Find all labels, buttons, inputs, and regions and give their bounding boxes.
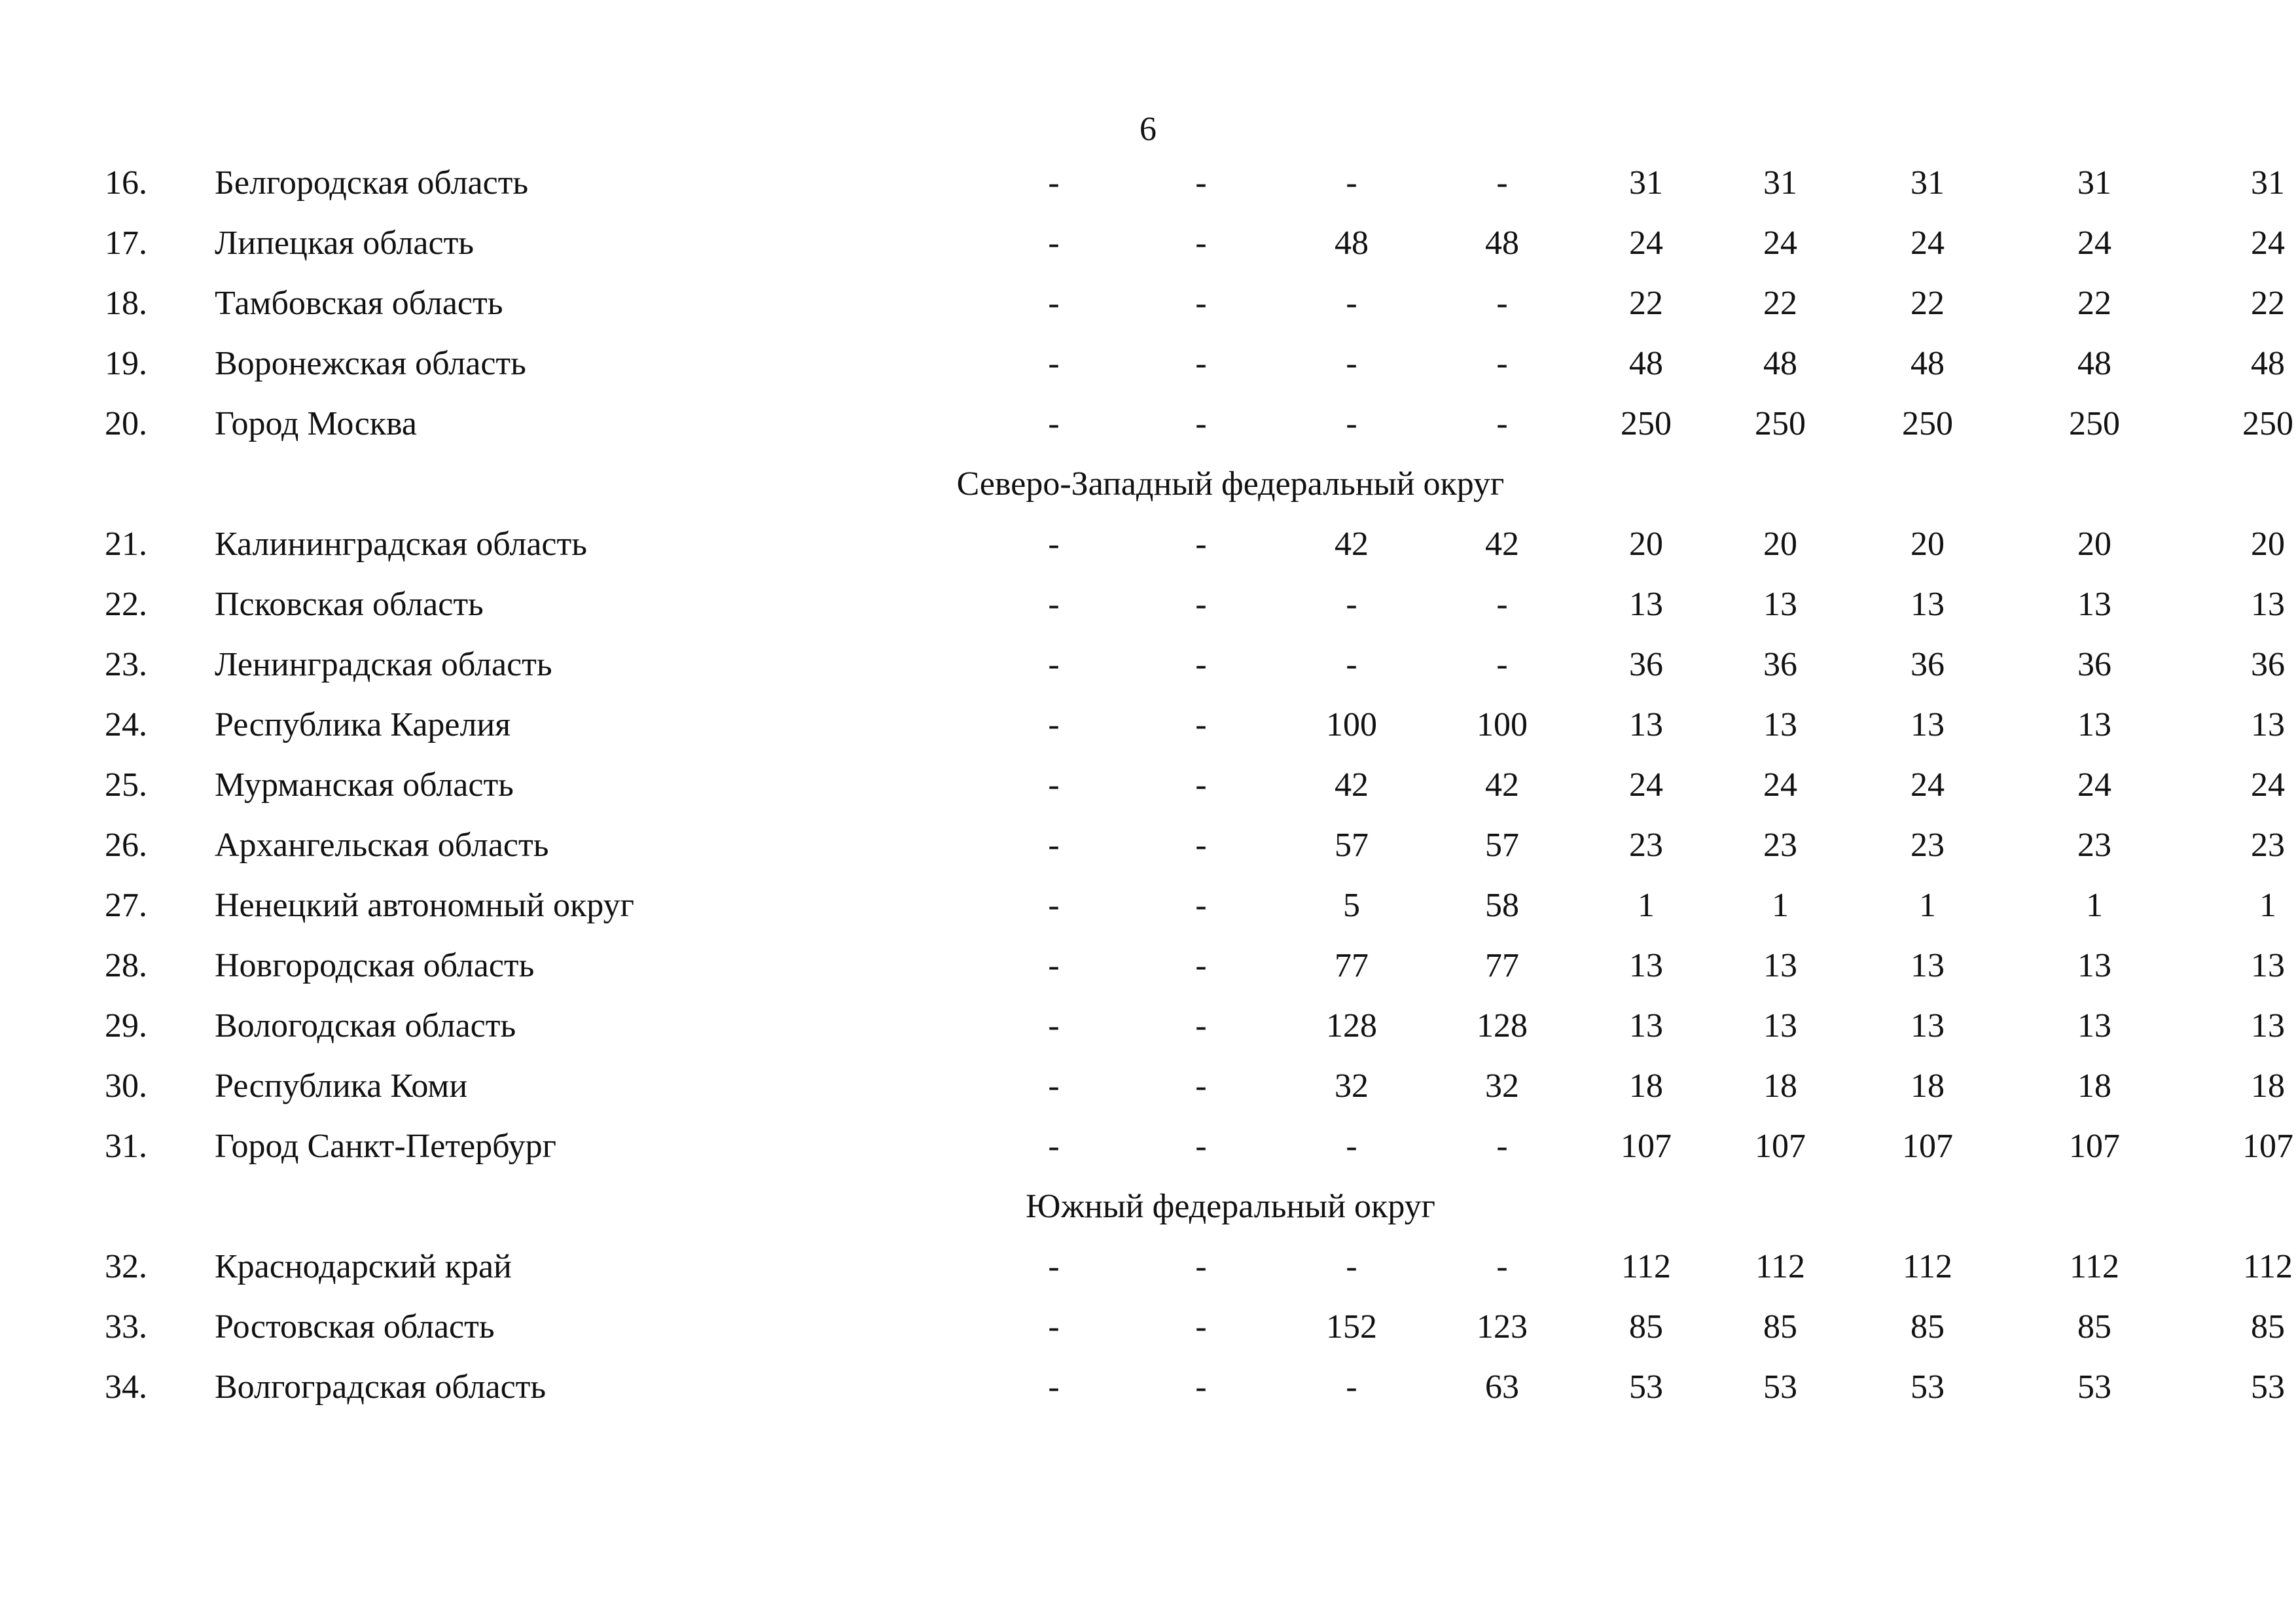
- row-number: 21.: [105, 526, 147, 563]
- value-cell-1: -: [1048, 224, 1060, 262]
- value-cell-8: 36: [2077, 646, 2111, 683]
- value-cell-5: 24: [1629, 224, 1663, 262]
- value-cell-4: -: [1496, 1248, 1508, 1285]
- value-cell-9: 1: [2259, 887, 2276, 924]
- value-cell-2: -: [1195, 405, 1207, 442]
- value-cell-7: 85: [1910, 1308, 1945, 1346]
- value-cell-8: 13: [2077, 586, 2111, 623]
- region-name: Белгородская область: [215, 164, 529, 202]
- value-cell-6: 107: [1755, 1128, 1806, 1165]
- value-cell-5: 18: [1629, 1067, 1663, 1105]
- value-cell-2: -: [1195, 766, 1207, 804]
- value-cell-5: 13: [1629, 947, 1663, 984]
- row-number: 25.: [105, 766, 147, 804]
- row-number: 20.: [105, 405, 147, 442]
- value-cell-2: -: [1195, 1308, 1207, 1346]
- value-cell-2: -: [1195, 1007, 1207, 1044]
- value-cell-3: 5: [1343, 887, 1360, 924]
- value-cell-7: 13: [1910, 586, 1945, 623]
- row-number: 32.: [105, 1248, 147, 1285]
- value-cell-6: 23: [1763, 827, 1797, 864]
- value-cell-3: -: [1346, 1128, 1357, 1165]
- value-cell-7: 13: [1910, 706, 1945, 743]
- region-name: Ростовская область: [215, 1308, 495, 1346]
- value-cell-5: 20: [1629, 526, 1663, 563]
- value-cell-5: 1: [1638, 887, 1655, 924]
- value-cell-2: -: [1195, 887, 1207, 924]
- value-cell-9: 85: [2251, 1308, 2285, 1346]
- value-cell-2: -: [1195, 1248, 1207, 1285]
- value-cell-2: -: [1195, 1368, 1207, 1406]
- value-cell-1: -: [1048, 526, 1060, 563]
- table-row: [105, 213, 2296, 274]
- value-cell-3: -: [1346, 586, 1357, 623]
- value-cell-3: -: [1346, 405, 1357, 442]
- value-cell-1: -: [1048, 1128, 1060, 1165]
- value-cell-4: -: [1496, 405, 1508, 442]
- table-row: [105, 936, 2296, 996]
- value-cell-7: 13: [1910, 947, 1945, 984]
- value-cell-4: 123: [1477, 1308, 1528, 1346]
- table-row: [105, 334, 2296, 394]
- row-number: 18.: [105, 285, 147, 322]
- row-number: 28.: [105, 947, 147, 984]
- row-number: 19.: [105, 345, 147, 382]
- value-cell-7: 24: [1910, 224, 1945, 262]
- value-cell-4: -: [1496, 164, 1508, 202]
- value-cell-3: -: [1346, 1368, 1357, 1406]
- value-cell-6: 24: [1763, 766, 1797, 804]
- value-cell-8: 53: [2077, 1368, 2111, 1406]
- value-cell-5: 23: [1629, 827, 1663, 864]
- row-number: 26.: [105, 827, 147, 864]
- value-cell-7: 23: [1910, 827, 1945, 864]
- value-cell-7: 112: [1902, 1248, 1953, 1285]
- row-number: 24.: [105, 706, 147, 743]
- value-cell-8: 13: [2077, 1007, 2111, 1044]
- value-cell-1: -: [1048, 586, 1060, 623]
- value-cell-2: -: [1195, 947, 1207, 984]
- value-cell-8: 24: [2077, 224, 2111, 262]
- value-cell-2: -: [1195, 526, 1207, 563]
- value-cell-5: 250: [1621, 405, 1672, 442]
- value-cell-2: -: [1195, 586, 1207, 623]
- table-row: [105, 1116, 2296, 1177]
- value-cell-6: 18: [1763, 1067, 1797, 1105]
- section-header-row: [105, 1177, 2296, 1237]
- value-cell-9: 24: [2251, 766, 2285, 804]
- value-cell-2: -: [1195, 706, 1207, 743]
- row-number: 34.: [105, 1368, 147, 1406]
- table-row: [105, 635, 2296, 695]
- value-cell-5: 13: [1629, 1007, 1663, 1044]
- value-cell-1: -: [1048, 405, 1060, 442]
- value-cell-4: 48: [1485, 224, 1519, 262]
- region-name: Волгоградская область: [215, 1368, 547, 1406]
- value-cell-3: -: [1346, 1248, 1357, 1285]
- region-name: Республика Карелия: [215, 706, 511, 743]
- value-cell-7: 31: [1910, 164, 1945, 202]
- region-name: Краснодарский край: [215, 1248, 512, 1285]
- value-cell-8: 1: [2086, 887, 2103, 924]
- value-cell-1: -: [1048, 646, 1060, 683]
- value-cell-4: -: [1496, 586, 1508, 623]
- value-cell-4: 42: [1485, 526, 1519, 563]
- value-cell-5: 48: [1629, 345, 1663, 382]
- table-body: [105, 153, 2296, 1418]
- value-cell-9: 13: [2251, 706, 2285, 743]
- region-name: Город Москва: [215, 405, 417, 442]
- value-cell-8: 13: [2077, 947, 2111, 984]
- region-name: Липецкая область: [215, 224, 475, 262]
- value-cell-7: 107: [1902, 1128, 1953, 1165]
- region-name: Псковская область: [215, 586, 484, 623]
- table-row: [105, 1297, 2296, 1357]
- value-cell-6: 1: [1772, 887, 1789, 924]
- region-name: Калининградская область: [215, 526, 587, 563]
- value-cell-6: 20: [1763, 526, 1797, 563]
- value-cell-1: -: [1048, 1368, 1060, 1406]
- value-cell-1: -: [1048, 1007, 1060, 1044]
- value-cell-4: -: [1496, 285, 1508, 322]
- value-cell-8: 20: [2077, 526, 2111, 563]
- table-row: [105, 1056, 2296, 1116]
- value-cell-6: 250: [1755, 405, 1806, 442]
- table-row: [105, 695, 2296, 755]
- value-cell-6: 13: [1763, 947, 1797, 984]
- value-cell-9: 13: [2251, 947, 2285, 984]
- value-cell-7: 53: [1910, 1368, 1945, 1406]
- value-cell-8: 31: [2077, 164, 2111, 202]
- value-cell-6: 13: [1763, 706, 1797, 743]
- value-cell-5: 107: [1621, 1128, 1672, 1165]
- value-cell-9: 36: [2251, 646, 2285, 683]
- row-number: 22.: [105, 586, 147, 623]
- value-cell-1: -: [1048, 887, 1060, 924]
- value-cell-3: -: [1346, 164, 1357, 202]
- value-cell-8: 112: [2069, 1248, 2120, 1285]
- value-cell-3: -: [1346, 285, 1357, 322]
- value-cell-9: 24: [2251, 224, 2285, 262]
- value-cell-8: 250: [2069, 405, 2120, 442]
- value-cell-2: -: [1195, 285, 1207, 322]
- table-row: [105, 274, 2296, 334]
- value-cell-8: 23: [2077, 827, 2111, 864]
- value-cell-2: -: [1195, 646, 1207, 683]
- value-cell-9: 48: [2251, 345, 2285, 382]
- value-cell-1: -: [1048, 1308, 1060, 1346]
- value-cell-7: 250: [1902, 405, 1953, 442]
- table-row: [105, 153, 2296, 213]
- value-cell-5: 112: [1621, 1248, 1672, 1285]
- value-cell-4: -: [1496, 1128, 1508, 1165]
- value-cell-3: 152: [1326, 1308, 1377, 1346]
- value-cell-3: -: [1346, 345, 1357, 382]
- value-cell-8: 85: [2077, 1308, 2111, 1346]
- value-cell-6: 36: [1763, 646, 1797, 683]
- value-cell-8: 107: [2069, 1128, 2120, 1165]
- value-cell-1: -: [1048, 766, 1060, 804]
- value-cell-8: 22: [2077, 285, 2111, 322]
- value-cell-6: 24: [1763, 224, 1797, 262]
- value-cell-2: -: [1195, 345, 1207, 382]
- row-number: 23.: [105, 646, 147, 683]
- value-cell-1: -: [1048, 947, 1060, 984]
- value-cell-6: 31: [1763, 164, 1797, 202]
- value-cell-4: 128: [1477, 1007, 1528, 1044]
- region-name: Ленинградская область: [215, 646, 552, 683]
- value-cell-3: 57: [1335, 827, 1369, 864]
- table-row: [105, 1237, 2296, 1297]
- value-cell-7: 13: [1910, 1007, 1945, 1044]
- value-cell-3: 48: [1335, 224, 1369, 262]
- row-number: 16.: [105, 164, 147, 202]
- value-cell-3: -: [1346, 646, 1357, 683]
- value-cell-8: 18: [2077, 1067, 2111, 1105]
- value-cell-3: 128: [1326, 1007, 1377, 1044]
- value-cell-6: 85: [1763, 1308, 1797, 1346]
- value-cell-1: -: [1048, 285, 1060, 322]
- value-cell-3: 32: [1335, 1067, 1369, 1105]
- region-name: Город Санкт-Петербург: [215, 1128, 556, 1165]
- value-cell-1: -: [1048, 827, 1060, 864]
- value-cell-9: 13: [2251, 586, 2285, 623]
- value-cell-7: 24: [1910, 766, 1945, 804]
- value-cell-1: -: [1048, 164, 1060, 202]
- table-row: [105, 575, 2296, 635]
- table-row: [105, 514, 2296, 575]
- table-row: [105, 996, 2296, 1056]
- value-cell-3: 100: [1326, 706, 1377, 743]
- value-cell-5: 36: [1629, 646, 1663, 683]
- region-name: Тамбовская область: [215, 285, 503, 322]
- value-cell-5: 85: [1629, 1308, 1663, 1346]
- value-cell-9: 112: [2242, 1248, 2293, 1285]
- region-name: Воронежская область: [215, 345, 526, 382]
- value-cell-1: -: [1048, 1248, 1060, 1285]
- region-quota-table: [105, 153, 2296, 1418]
- row-number: 31.: [105, 1128, 147, 1165]
- value-cell-2: -: [1195, 224, 1207, 262]
- page-number: 6: [1139, 111, 1157, 148]
- value-cell-9: 23: [2251, 827, 2285, 864]
- row-number: 17.: [105, 224, 147, 262]
- row-number: 27.: [105, 887, 147, 924]
- value-cell-5: 13: [1629, 586, 1663, 623]
- value-cell-9: 18: [2251, 1067, 2285, 1105]
- value-cell-9: 20: [2251, 526, 2285, 563]
- value-cell-2: -: [1195, 1128, 1207, 1165]
- value-cell-9: 22: [2251, 285, 2285, 322]
- value-cell-5: 31: [1629, 164, 1663, 202]
- value-cell-4: -: [1496, 646, 1508, 683]
- region-name: Новгородская область: [215, 947, 535, 984]
- region-name: Вологодская область: [215, 1007, 516, 1044]
- value-cell-9: 31: [2251, 164, 2285, 202]
- value-cell-4: 100: [1477, 706, 1528, 743]
- value-cell-7: 1: [1919, 887, 1936, 924]
- value-cell-9: 13: [2251, 1007, 2285, 1044]
- section-title: Южный федеральный округ: [1026, 1188, 1435, 1225]
- value-cell-8: 24: [2077, 766, 2111, 804]
- table-row: [105, 876, 2296, 936]
- row-number: 33.: [105, 1308, 147, 1346]
- value-cell-3: 42: [1335, 766, 1369, 804]
- section-title: Северо-Западный федеральный округ: [956, 465, 1505, 503]
- section-header-row: [105, 454, 2296, 514]
- value-cell-5: 22: [1629, 285, 1663, 322]
- region-name: Мурманская область: [215, 766, 514, 804]
- value-cell-6: 13: [1763, 586, 1797, 623]
- value-cell-7: 18: [1910, 1067, 1945, 1105]
- value-cell-2: -: [1195, 827, 1207, 864]
- value-cell-1: -: [1048, 1067, 1060, 1105]
- value-cell-9: 250: [2242, 405, 2293, 442]
- region-name: Архангельская область: [215, 827, 549, 864]
- value-cell-4: 77: [1485, 947, 1519, 984]
- table-row: [105, 815, 2296, 876]
- value-cell-8: 13: [2077, 706, 2111, 743]
- value-cell-4: 58: [1485, 887, 1519, 924]
- row-number: 30.: [105, 1067, 147, 1105]
- value-cell-4: -: [1496, 345, 1508, 382]
- value-cell-3: 42: [1335, 526, 1369, 563]
- value-cell-5: 53: [1629, 1368, 1663, 1406]
- row-number: 29.: [105, 1007, 147, 1044]
- value-cell-3: 77: [1335, 947, 1369, 984]
- value-cell-4: 63: [1485, 1368, 1519, 1406]
- value-cell-5: 13: [1629, 706, 1663, 743]
- value-cell-1: -: [1048, 706, 1060, 743]
- value-cell-7: 36: [1910, 646, 1945, 683]
- value-cell-1: -: [1048, 345, 1060, 382]
- value-cell-4: 32: [1485, 1067, 1519, 1105]
- value-cell-6: 53: [1763, 1368, 1797, 1406]
- value-cell-6: 22: [1763, 285, 1797, 322]
- value-cell-9: 107: [2242, 1128, 2293, 1165]
- value-cell-4: 57: [1485, 827, 1519, 864]
- region-name: Ненецкий автономный округ: [215, 887, 634, 924]
- value-cell-8: 48: [2077, 345, 2111, 382]
- table-row: [105, 1357, 2296, 1418]
- value-cell-2: -: [1195, 164, 1207, 202]
- value-cell-4: 42: [1485, 766, 1519, 804]
- value-cell-6: 13: [1763, 1007, 1797, 1044]
- table-row: [105, 394, 2296, 454]
- table-row: [105, 755, 2296, 815]
- region-name: Республика Коми: [215, 1067, 468, 1105]
- value-cell-6: 48: [1763, 345, 1797, 382]
- value-cell-7: 20: [1910, 526, 1945, 563]
- value-cell-6: 112: [1755, 1248, 1806, 1285]
- value-cell-5: 24: [1629, 766, 1663, 804]
- value-cell-7: 48: [1910, 345, 1945, 382]
- value-cell-7: 22: [1910, 285, 1945, 322]
- value-cell-9: 53: [2251, 1368, 2285, 1406]
- value-cell-2: -: [1195, 1067, 1207, 1105]
